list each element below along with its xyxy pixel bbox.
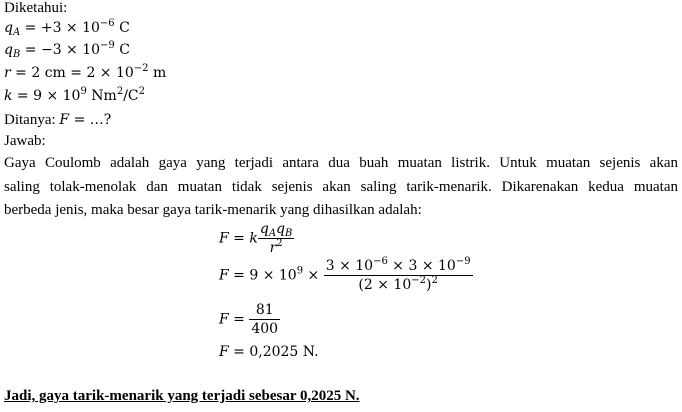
given-qb xyxy=(4,40,130,60)
asked-label: Ditanya: xyxy=(4,112,60,128)
eq2-fraction xyxy=(324,258,473,293)
equation-4 xyxy=(219,344,319,360)
eq3-lhs: F xyxy=(219,311,229,328)
eq2-den-close-exp: 2 xyxy=(431,275,438,286)
k-exponent: 9 xyxy=(80,86,87,97)
eq3-denominator: 400 xyxy=(251,321,279,337)
qa-value: = +3 × 10 xyxy=(20,20,100,36)
eq2-prefactor-exp: 9 xyxy=(296,265,304,277)
eq2-den-exp: −2 xyxy=(411,275,426,286)
qb-subscript: B xyxy=(12,49,21,60)
eq2-prefactor: = 9 × 10 xyxy=(228,267,297,284)
given-heading: Diketahui: xyxy=(4,0,68,16)
r-value: = 2 cm = 2 × 10 xyxy=(10,65,134,81)
asked-line xyxy=(4,110,111,130)
k-value: = 9 × 10 xyxy=(12,88,81,104)
eq1-equals: = xyxy=(228,230,250,247)
qa-subscript: A xyxy=(12,27,21,38)
eq2-num-b: × 3 × 10 xyxy=(387,258,456,274)
eq1-r: r xyxy=(269,240,277,256)
eq1-r-exp: 2 xyxy=(276,238,283,249)
k-symbol: k xyxy=(4,88,13,104)
equation-3 xyxy=(219,302,280,337)
eq1-fraction xyxy=(258,221,295,256)
answer-heading: Jawab: xyxy=(4,133,46,149)
qb-exponent: −9 xyxy=(100,40,115,51)
eq2-denominator xyxy=(324,275,473,293)
eq1-qb: q xyxy=(276,221,286,237)
eq1-denominator xyxy=(258,238,295,256)
eq1-k: k xyxy=(249,230,258,247)
eq1-lhs: F xyxy=(219,230,229,247)
eq2-num-a: 3 × 10 xyxy=(325,258,374,274)
eq1-numerator xyxy=(258,221,295,238)
given-k xyxy=(4,86,145,106)
qb-unit: C xyxy=(114,42,130,58)
r-symbol: r xyxy=(4,65,11,81)
qa-unit: C xyxy=(114,20,130,36)
r-unit: m xyxy=(148,65,167,81)
k-unit-2-exponent: 2 xyxy=(138,86,146,97)
qa-exponent: −6 xyxy=(99,18,115,29)
eq4-lhs: F xyxy=(219,344,229,360)
paragraph-line-2: saling tolak-menolak dan muatan tidak sejenis akan saling tarik-menarik. Dikarenakan kedua muatan xyxy=(4,179,678,195)
eq2-den-close: ) xyxy=(426,277,432,293)
eq2-num-b-exp: −9 xyxy=(455,256,471,267)
k-unit: Nm xyxy=(86,88,117,104)
eq3-numerator: 81 xyxy=(255,302,274,318)
conclusion: Jadi, gaya tarik-menarik yang terjadi sebesar 0,2025 N. xyxy=(4,388,360,404)
eq2-times: × xyxy=(303,267,324,284)
paragraph-line-1: Gaya Coulomb adalah gaya yang terjadi antara dua buah muatan listrik. Untuk muatan sejenis akan xyxy=(4,155,678,171)
k-unit-exponent: 2 xyxy=(116,86,124,97)
equation-1 xyxy=(219,221,294,256)
eq1-qb-sub: B xyxy=(285,228,293,239)
eq2-numerator xyxy=(324,258,473,275)
qb-symbol: q xyxy=(4,42,13,58)
eq2-num-a-exp: −6 xyxy=(373,256,388,267)
qb-value: = −3 × 10 xyxy=(20,42,101,58)
eq1-qa: q xyxy=(259,221,269,237)
qa-symbol: q xyxy=(4,20,13,36)
given-qa xyxy=(4,18,130,38)
eq1-qa-sub: A xyxy=(268,228,277,239)
asked-variable: F xyxy=(59,112,70,128)
eq3-equals: = xyxy=(228,311,250,328)
asked-rest: = …? xyxy=(69,112,112,128)
given-r xyxy=(4,63,166,83)
eq2-lhs: F xyxy=(219,267,229,284)
k-unit-2: /C xyxy=(123,88,139,104)
equation-2 xyxy=(219,258,473,293)
eq4-result: = 0,2025 N. xyxy=(228,344,319,360)
paragraph-line-3: berbeda jenis, maka besar gaya tarik-menarik yang dihasilkan adalah: xyxy=(4,202,422,218)
eq2-den: (2 × 10 xyxy=(358,277,412,293)
eq3-fraction xyxy=(249,302,280,337)
r-exponent: −2 xyxy=(133,63,149,74)
